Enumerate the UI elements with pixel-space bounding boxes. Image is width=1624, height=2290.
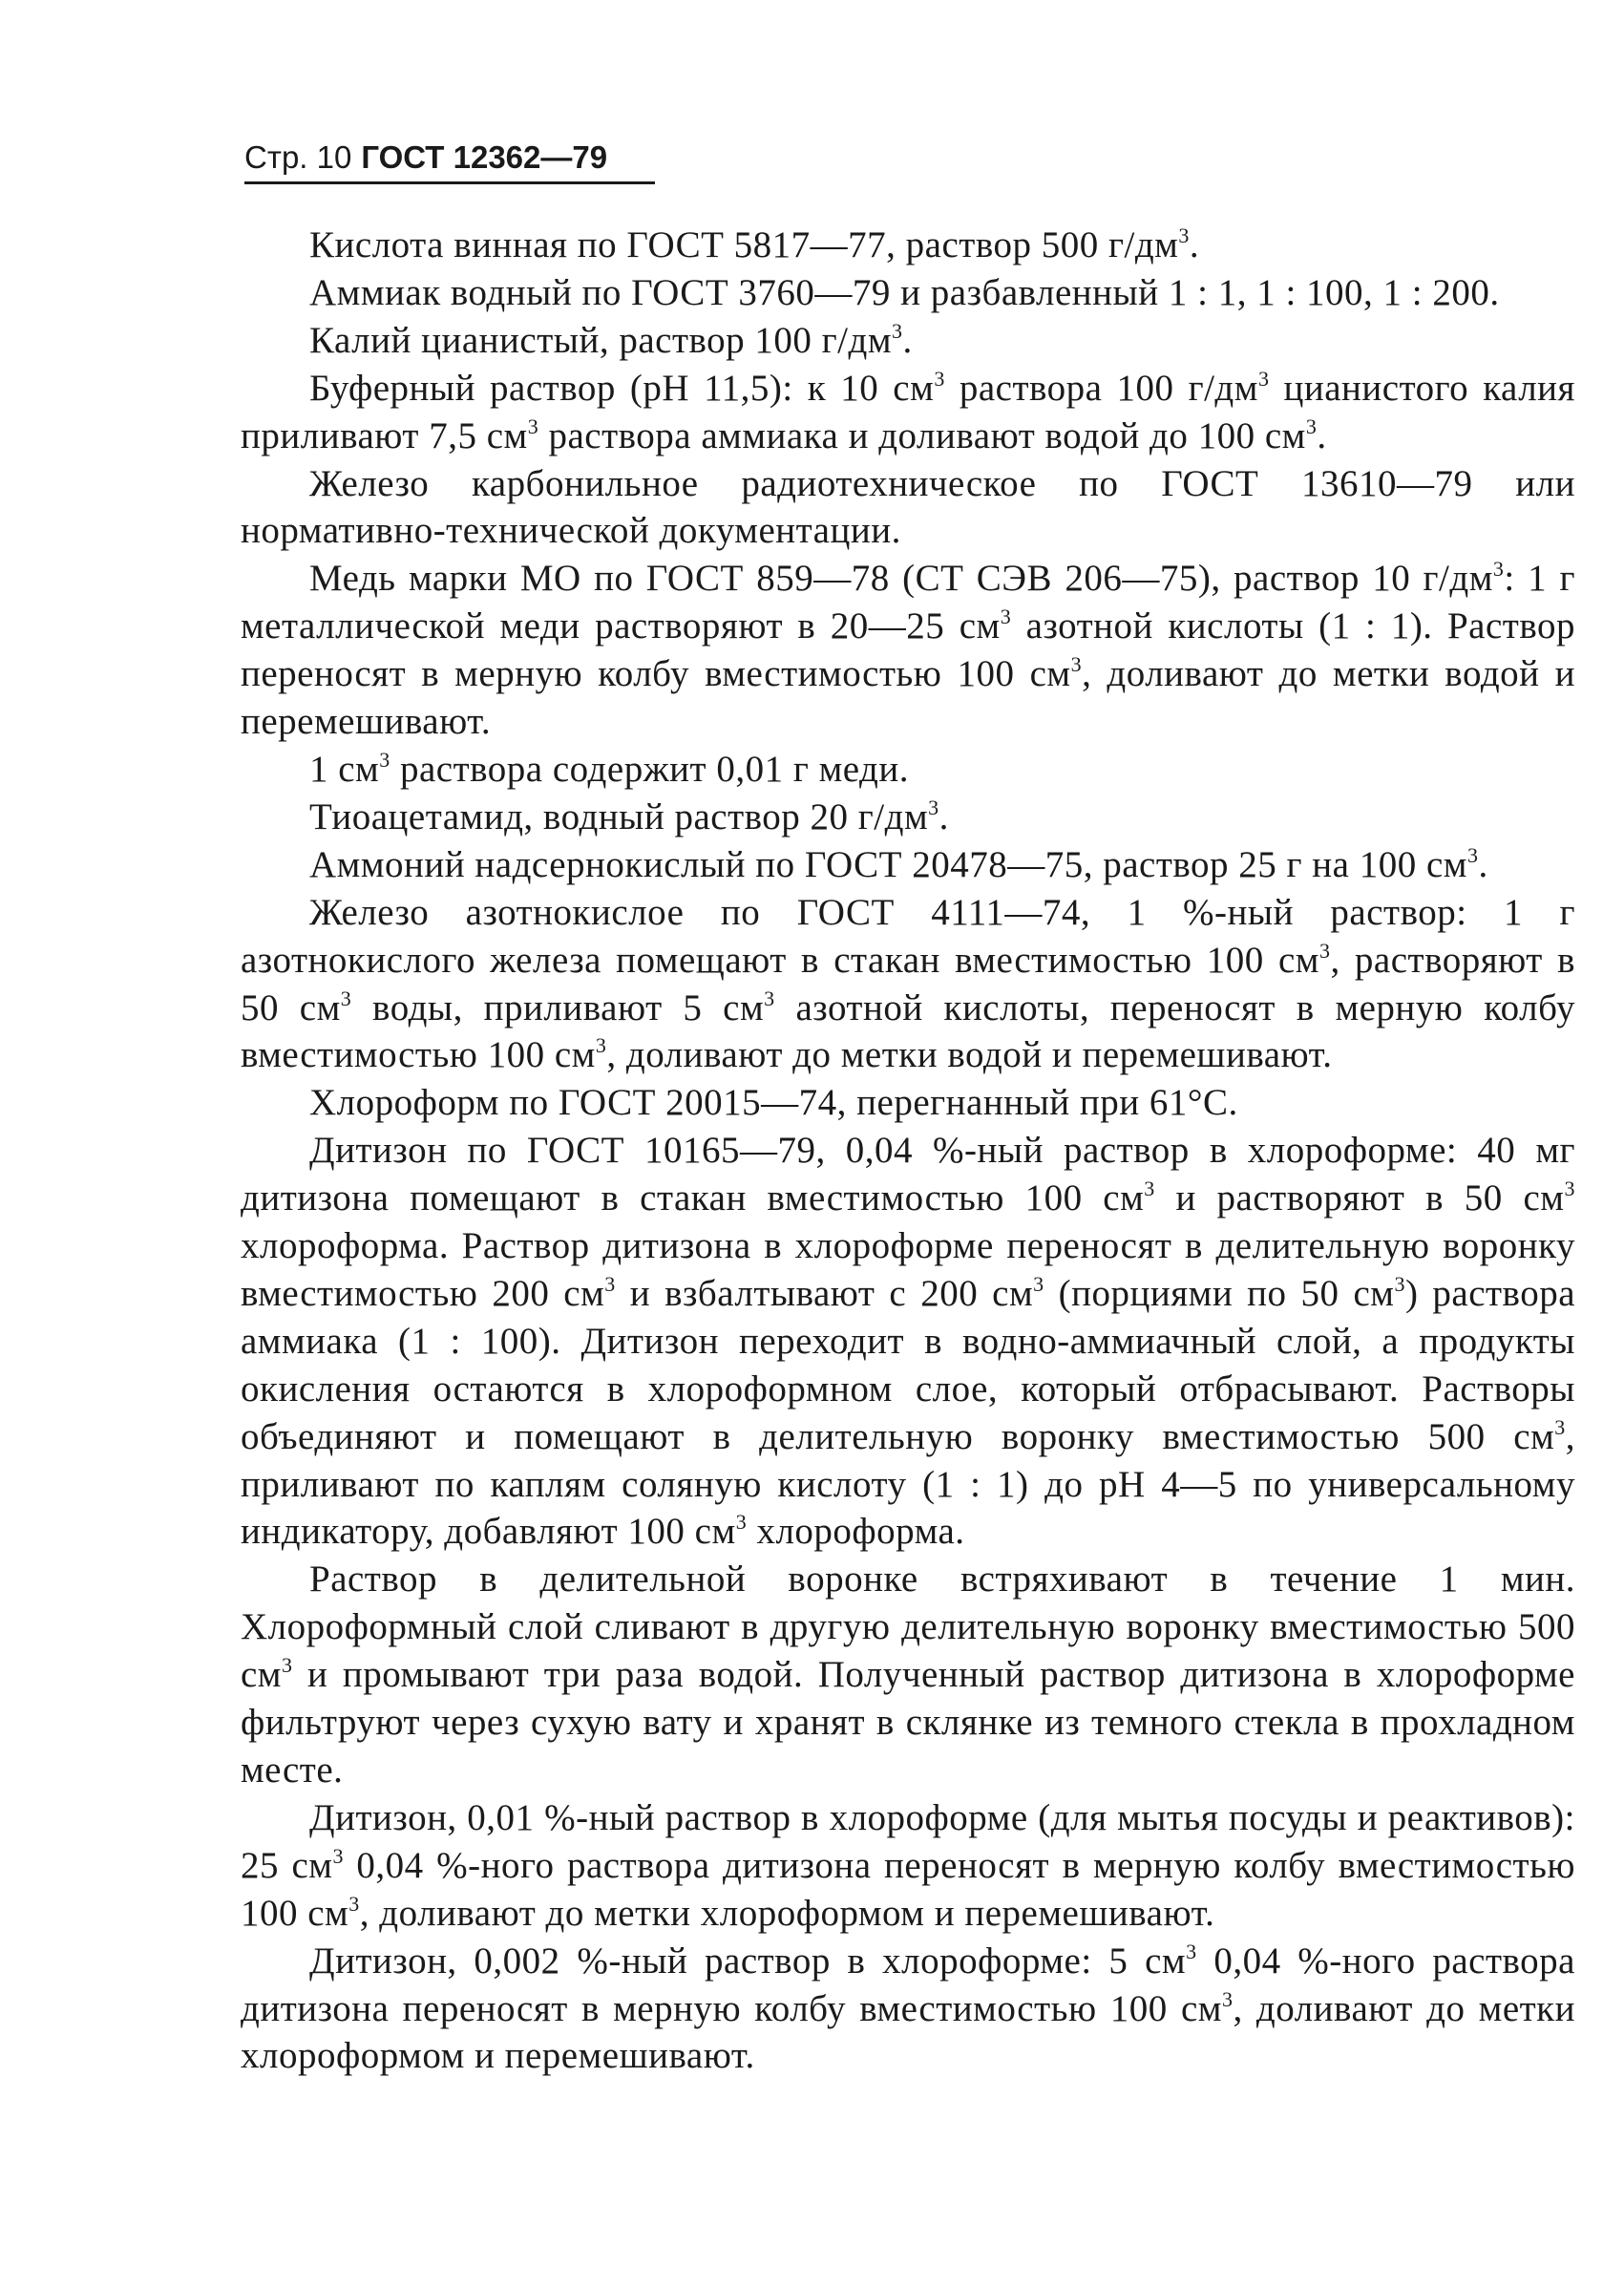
superscript-exponent: 3 bbox=[340, 986, 352, 1010]
paragraph: Аммиак водный по ГОСТ 3760—79 и разбавленный 1 : 1, 1 : 100, 1 : 200. bbox=[309, 271, 1500, 313]
paragraph: Кислота винная по ГОСТ 5817—77, раствор 500 $г/дм^3$. bbox=[309, 223, 1200, 265]
superscript-exponent: 3 bbox=[282, 1653, 293, 1678]
superscript-exponent: 3 bbox=[1564, 1177, 1575, 1201]
paragraph: Медь марки МО по ГОСТ 859—78 (СТ СЭВ 206—75), раствор 10 $г/дм^3$: 1 г металлической меди растворяют в 20—25 $см^3$ азотной кислоты (1 : 1). Раствор переносят в мерную колбу вместимостью 100 $см^3$, доливают до метки водой и перемешивают. bbox=[241, 557, 1575, 743]
page-number: Стр. 10 bbox=[244, 139, 352, 175]
paragraph: Дитизон, 0,01 %-ный раствор в хлороформе (для мытья посуды и реактивов): 25 $см^3$ 0,04 %-ного раствора дитизона переносят в мерную колбу вместимостью 100 $см^3$, доливают до метки хлороформом и перемешивают. bbox=[241, 1796, 1575, 1934]
superscript-exponent: 3 bbox=[934, 366, 945, 391]
superscript-exponent: 3 bbox=[1033, 1271, 1044, 1296]
superscript-exponent: 3 bbox=[1186, 1939, 1197, 1963]
superscript-exponent: 3 bbox=[332, 1843, 344, 1868]
paragraph: Хлороформ по ГОСТ 20015—74, перегнанный при 61°С. bbox=[309, 1082, 1238, 1124]
paragraph: Раствор в делительной воронке встряхивают в течение 1 мин. Хлороформный слой сливают в другую делительную воронку вместимостью 500 $см^3$ и промывают три раза водой. Полученный раствор дитизона в хлороформе фильтруют через сухую вату и хранят в склянке из темного стекла в прохладном месте. bbox=[241, 1558, 1575, 1791]
paragraph: Калий цианистый, раствор 100 $г/дм^3$. bbox=[309, 318, 913, 361]
superscript-exponent: 3 bbox=[527, 413, 539, 438]
superscript-exponent: 3 bbox=[764, 986, 775, 1010]
superscript-exponent: 3 bbox=[1554, 1414, 1566, 1439]
superscript-exponent: 3 bbox=[1257, 366, 1270, 391]
paragraph: Аммоний надсернокислый по ГОСТ 20478—75, раствор 25 г на 100 $см^3$. bbox=[309, 842, 1488, 885]
paragraph: 1 $см^3$ раствора содержит 0,01 г меди. bbox=[309, 747, 910, 790]
superscript-exponent: 3 bbox=[1000, 604, 1012, 629]
superscript-exponent: 3 bbox=[1221, 1986, 1234, 2011]
superscript-exponent: 3 bbox=[1318, 938, 1331, 963]
superscript-exponent: 3 bbox=[1492, 557, 1505, 582]
paragraph: Железо азотнокислое по ГОСТ 4111—74, 1 %-ный раствор: 1 г азотнокислого железа помещают в стакан вместимостью 100 $см^3$, растворяют в 50 $см^3$ воды, приливают 5 $см^3$ азотной кислоты, переносят в мерную колбу вместимостью 100 $см^3$, доливают до метки водой и перемешивают. bbox=[241, 891, 1575, 1076]
superscript-exponent: 3 bbox=[348, 1891, 360, 1916]
superscript-exponent: 3 bbox=[735, 1510, 748, 1535]
paragraph: Железо карбонильное радиотехническое по ГОСТ 13610—79 или нормативно-технической документации. bbox=[241, 462, 1575, 552]
superscript-exponent: 3 bbox=[928, 795, 939, 819]
paragraph: Буферный раствор (pH 11,5): к 10 $см^3$ раствора 100 $г/дм^3$ цианистого калия приливают 7,5 $см^3$ раствора аммиака и доливают водой до 100 $см^3$. bbox=[241, 366, 1575, 456]
superscript-exponent: 3 bbox=[595, 1033, 607, 1058]
superscript-exponent: 3 bbox=[379, 747, 390, 772]
paragraph: Тиоацетамид, водный раствор 20 $г/дм^3$. bbox=[309, 795, 949, 838]
document-body bbox=[241, 222, 1575, 2080]
superscript-exponent: 3 bbox=[1178, 223, 1190, 247]
superscript-exponent: 3 bbox=[892, 318, 903, 343]
superscript-exponent: 3 bbox=[1144, 1177, 1155, 1201]
page-header bbox=[244, 136, 655, 184]
superscript-exponent: 3 bbox=[1305, 413, 1318, 438]
paragraph: Дитизон по ГОСТ 10165—79, 0,04 %-ный раствор в хлороформе: 40 мг дитизона помещают в стакан вместимостью 100 $см^3$ и растворяют в 50 $см^3$ хлороформа. Раствор дитизона в хлороформе переносят в делительную воронку вместимостью 200 $см^3$ и взбалтывают с 200 $см^3$ (порциями по 50 $см^3$) раствора аммиака (1 : 100). Дитизон переходит в водно-аммиачный слой, а продукты окисления остаются в хлороформном слое, который отбрасывают. Растворы объединяют и помещают в делительную воронку вместимостью 500 $см^3$, приливают по каплям соляную кислоту (1 : 1) до pH 4—5 по универсальному индикатору, добавляют 100 $см^3$ хлороформа. bbox=[241, 1130, 1576, 1553]
superscript-exponent: 3 bbox=[1394, 1271, 1405, 1296]
superscript-exponent: 3 bbox=[1466, 842, 1479, 867]
superscript-exponent: 3 bbox=[604, 1271, 616, 1296]
paragraph: Дитизон, 0,002 %-ный раствор в хлороформе: 5 $см^3$ 0,04 %-ного раствора дитизона переносят в мерную колбу вместимостью 100 $см^3$, доливают до метки хлороформом и перемешивают. bbox=[241, 1939, 1575, 2077]
standard-code: ГОСТ 12362—79 bbox=[361, 139, 608, 175]
superscript-exponent: 3 bbox=[1070, 652, 1083, 677]
